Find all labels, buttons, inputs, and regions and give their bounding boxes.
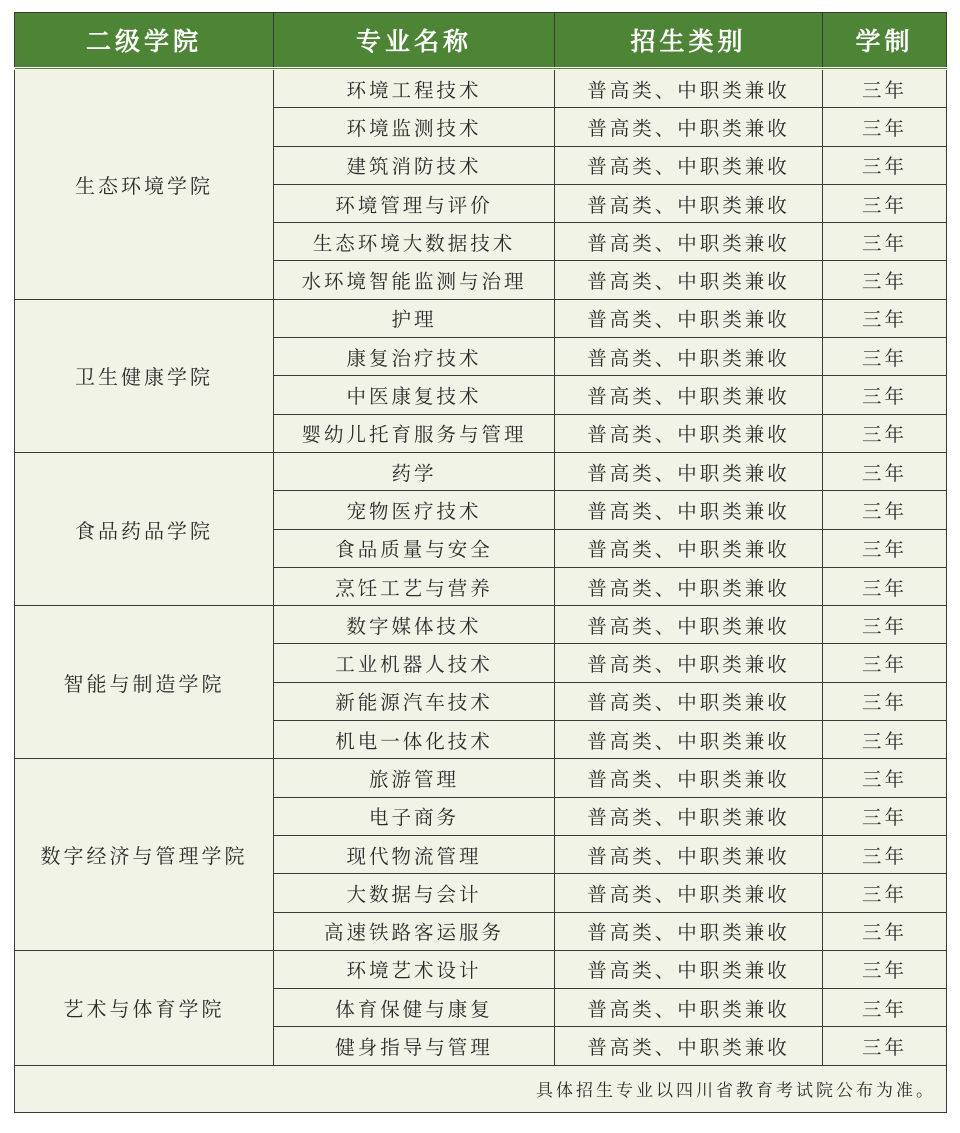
duration-cell: 三年 xyxy=(823,644,947,682)
duration-cell: 三年 xyxy=(823,376,947,414)
major-cell: 大数据与会计 xyxy=(274,874,555,912)
major-cell: 食品质量与安全 xyxy=(274,529,555,567)
header-college: 二级学院 xyxy=(15,13,274,69)
category-cell: 普高类、中职类兼收 xyxy=(555,759,823,797)
category-cell: 普高类、中职类兼收 xyxy=(555,491,823,529)
duration-cell: 三年 xyxy=(823,759,947,797)
major-cell: 高速铁路客运服务 xyxy=(274,912,555,950)
major-cell: 新能源汽车技术 xyxy=(274,682,555,720)
major-cell: 护理 xyxy=(274,299,555,337)
college-cell: 数字经济与管理学院 xyxy=(15,759,274,950)
major-cell: 环境监测技术 xyxy=(274,108,555,146)
category-cell: 普高类、中职类兼收 xyxy=(555,452,823,490)
header-duration: 学制 xyxy=(823,13,947,69)
major-cell: 康复治疗技术 xyxy=(274,338,555,376)
category-cell: 普高类、中职类兼收 xyxy=(555,567,823,605)
category-cell: 普高类、中职类兼收 xyxy=(555,529,823,567)
duration-cell: 三年 xyxy=(823,874,947,912)
category-cell: 普高类、中职类兼收 xyxy=(555,989,823,1027)
category-cell: 普高类、中职类兼收 xyxy=(555,835,823,873)
table-row xyxy=(15,452,947,490)
table-header-row xyxy=(15,13,947,69)
category-cell: 普高类、中职类兼收 xyxy=(555,874,823,912)
category-cell: 普高类、中职类兼收 xyxy=(555,912,823,950)
college-cell: 卫生健康学院 xyxy=(15,299,274,452)
college-cell: 食品药品学院 xyxy=(15,452,274,605)
category-cell: 普高类、中职类兼收 xyxy=(555,146,823,184)
major-cell: 水环境智能监测与治理 xyxy=(274,261,555,299)
duration-cell: 三年 xyxy=(823,567,947,605)
major-cell: 环境艺术设计 xyxy=(274,950,555,988)
majors-table xyxy=(14,12,947,1113)
duration-cell: 三年 xyxy=(823,989,947,1027)
college-cell: 艺术与体育学院 xyxy=(15,950,274,1065)
major-cell: 婴幼儿托育服务与管理 xyxy=(274,414,555,452)
table-body xyxy=(15,69,947,1066)
table-row xyxy=(15,606,947,644)
duration-cell: 三年 xyxy=(823,299,947,337)
duration-cell: 三年 xyxy=(823,491,947,529)
category-cell: 普高类、中职类兼收 xyxy=(555,721,823,759)
category-cell: 普高类、中职类兼收 xyxy=(555,299,823,337)
major-cell: 环境管理与评价 xyxy=(274,184,555,222)
major-cell: 机电一体化技术 xyxy=(274,721,555,759)
category-cell: 普高类、中职类兼收 xyxy=(555,950,823,988)
category-cell: 普高类、中职类兼收 xyxy=(555,606,823,644)
duration-cell: 三年 xyxy=(823,721,947,759)
college-cell: 智能与制造学院 xyxy=(15,606,274,759)
header-major: 专业名称 xyxy=(274,13,555,69)
duration-cell: 三年 xyxy=(823,414,947,452)
duration-cell: 三年 xyxy=(823,261,947,299)
category-cell: 普高类、中职类兼收 xyxy=(555,414,823,452)
footnote-row xyxy=(15,1065,947,1112)
duration-cell: 三年 xyxy=(823,912,947,950)
duration-cell: 三年 xyxy=(823,223,947,261)
duration-cell: 三年 xyxy=(823,69,947,108)
footnote: 具体招生专业以四川省教育考试院公布为准。 xyxy=(15,1065,947,1112)
category-cell: 普高类、中职类兼收 xyxy=(555,223,823,261)
category-cell: 普高类、中职类兼收 xyxy=(555,108,823,146)
major-cell: 工业机器人技术 xyxy=(274,644,555,682)
major-cell: 健身指导与管理 xyxy=(274,1027,555,1065)
duration-cell: 三年 xyxy=(823,452,947,490)
duration-cell: 三年 xyxy=(823,682,947,720)
category-cell: 普高类、中职类兼收 xyxy=(555,797,823,835)
duration-cell: 三年 xyxy=(823,1027,947,1065)
category-cell: 普高类、中职类兼收 xyxy=(555,644,823,682)
category-cell: 普高类、中职类兼收 xyxy=(555,69,823,108)
duration-cell: 三年 xyxy=(823,529,947,567)
category-cell: 普高类、中职类兼收 xyxy=(555,376,823,414)
table-row xyxy=(15,299,947,337)
major-cell: 建筑消防技术 xyxy=(274,146,555,184)
duration-cell: 三年 xyxy=(823,950,947,988)
college-cell: 生态环境学院 xyxy=(15,69,274,300)
category-cell: 普高类、中职类兼收 xyxy=(555,338,823,376)
category-cell: 普高类、中职类兼收 xyxy=(555,1027,823,1065)
major-cell: 现代物流管理 xyxy=(274,835,555,873)
category-cell: 普高类、中职类兼收 xyxy=(555,682,823,720)
major-cell: 体育保健与康复 xyxy=(274,989,555,1027)
major-cell: 宠物医疗技术 xyxy=(274,491,555,529)
major-cell: 数字媒体技术 xyxy=(274,606,555,644)
duration-cell: 三年 xyxy=(823,797,947,835)
major-cell: 药学 xyxy=(274,452,555,490)
header-category: 招生类别 xyxy=(555,13,823,69)
majors-table-container xyxy=(14,12,947,1113)
major-cell: 旅游管理 xyxy=(274,759,555,797)
category-cell: 普高类、中职类兼收 xyxy=(555,184,823,222)
category-cell: 普高类、中职类兼收 xyxy=(555,261,823,299)
duration-cell: 三年 xyxy=(823,338,947,376)
duration-cell: 三年 xyxy=(823,835,947,873)
duration-cell: 三年 xyxy=(823,146,947,184)
major-cell: 环境工程技术 xyxy=(274,69,555,108)
major-cell: 烹饪工艺与营养 xyxy=(274,567,555,605)
table-row xyxy=(15,759,947,797)
major-cell: 生态环境大数据技术 xyxy=(274,223,555,261)
major-cell: 中医康复技术 xyxy=(274,376,555,414)
duration-cell: 三年 xyxy=(823,108,947,146)
duration-cell: 三年 xyxy=(823,606,947,644)
table-row xyxy=(15,69,947,108)
duration-cell: 三年 xyxy=(823,184,947,222)
major-cell: 电子商务 xyxy=(274,797,555,835)
table-row xyxy=(15,950,947,988)
